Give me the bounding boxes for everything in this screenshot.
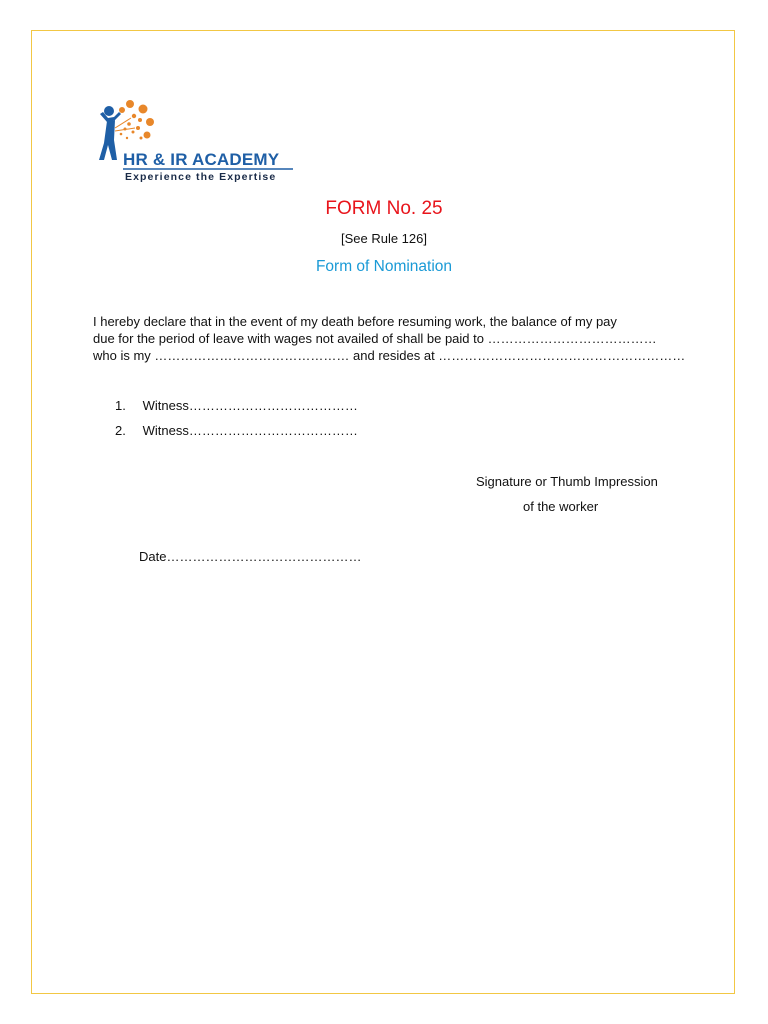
list-item [115, 398, 358, 423]
brand-tagline: Experience the Expertise [125, 171, 277, 183]
logo [95, 98, 300, 188]
signature-label-worker: of the worker [523, 499, 599, 514]
signature-label: Signature or Thumb Impression [476, 474, 658, 489]
witness-number: 1. [115, 398, 126, 413]
date-field: Date……………………………………… [139, 549, 362, 564]
witness-field: Witness………………………………… [142, 423, 358, 438]
rule-reference: [See Rule 126] [340, 231, 427, 246]
brand-name: HR & IR ACADEMY [123, 150, 280, 169]
declaration-text [93, 313, 686, 364]
declaration-line: who is my ……………………………………… and resides at ………………………………………………… [93, 348, 686, 363]
witness-number: 2. [115, 423, 126, 438]
witness-field: Witness………………………………… [142, 398, 358, 413]
form-title: FORM No. 25 [325, 198, 443, 219]
witness-list [115, 398, 358, 448]
list-item [115, 423, 358, 448]
declaration-line: due for the period of leave with wages not availed of shall be paid to ………………………………… [93, 331, 657, 346]
declaration-line: I hereby declare that in the event of my death before resuming work, the balance of my pay [93, 314, 617, 329]
form-subtitle: Form of Nomination [315, 258, 453, 275]
